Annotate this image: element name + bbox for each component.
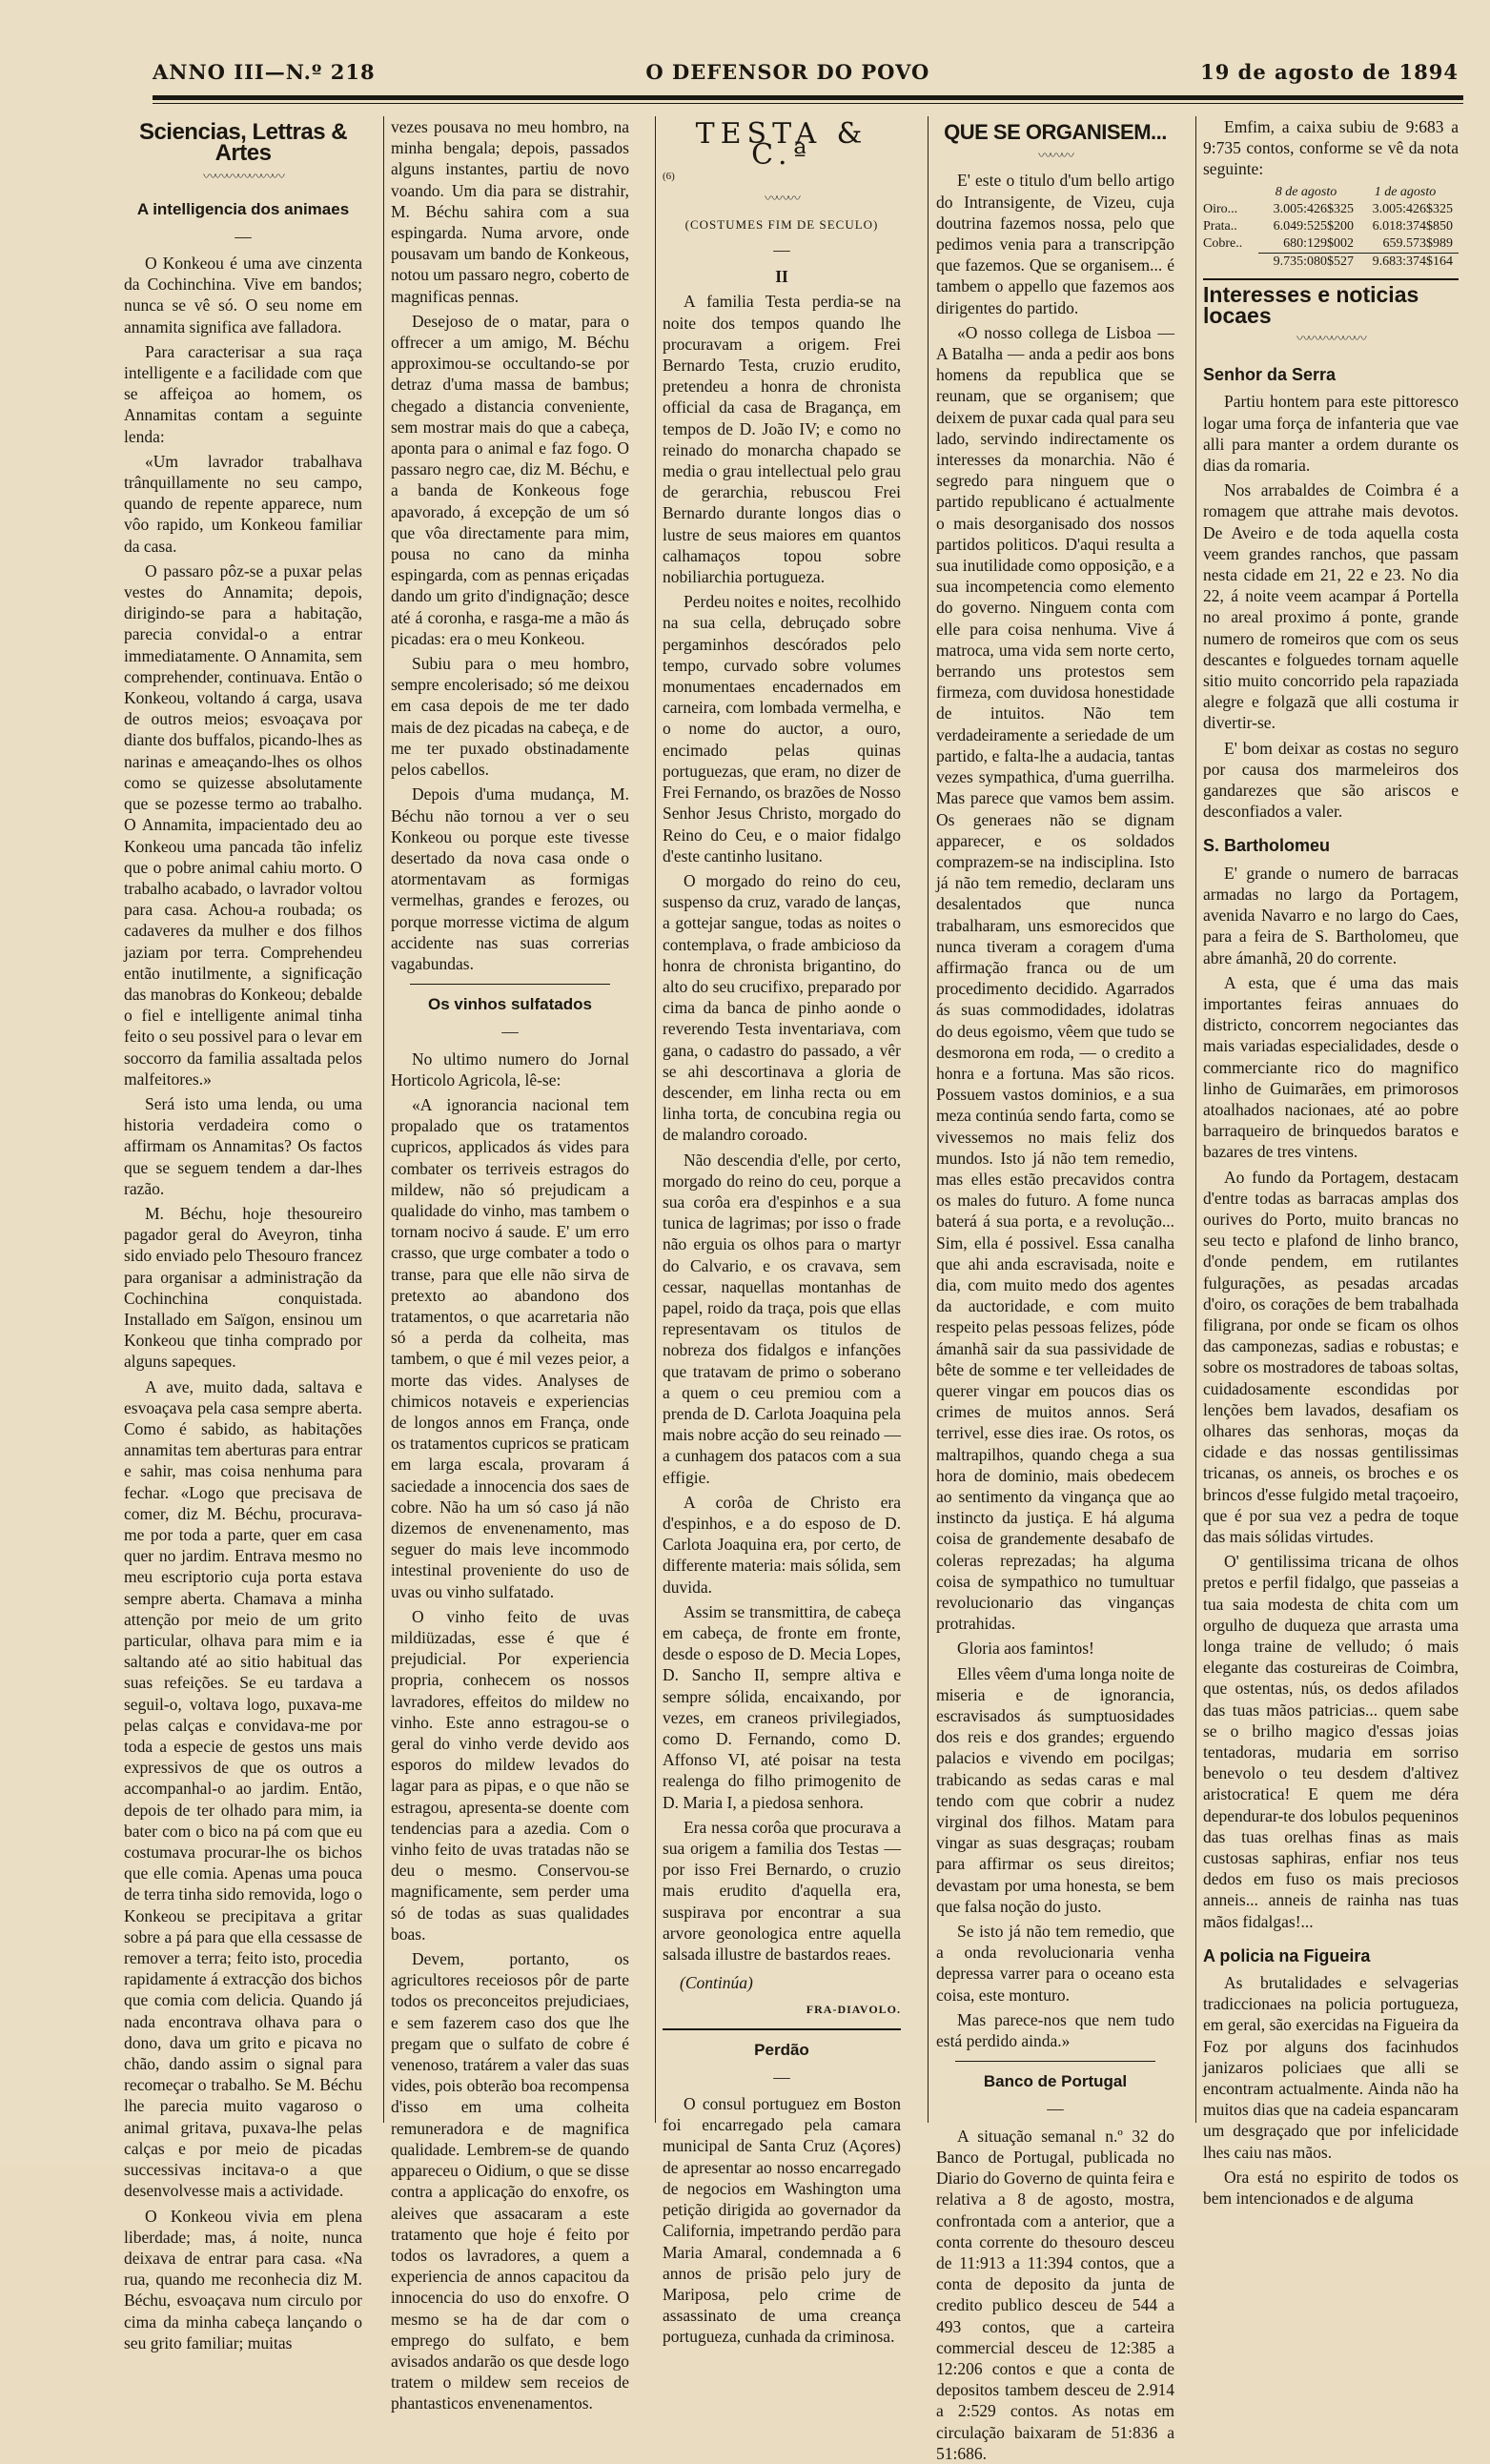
bank-balance-table	[1203, 184, 1459, 271]
paragraph: O morgado do reino do ceu, suspenso da cruz, varado de lanças, a gottejar sangue, todas as noites o contemplava, o frade ambicioso da honra de chronista brigantino, do alto do seu crucifixo, preparado por cima da banca de pinho aonde o reverendo Testa inventariava, com gana, o cadastro do passado, a vêr se ahi descortinava a gloria de descender, em linha recta ou em linha torta, de concubina regia ou de malandro coroado.	[663, 870, 901, 1145]
total-value: 9.735:080$527	[1273, 254, 1354, 269]
row-label: Cobre..	[1203, 235, 1243, 251]
row-label: Prata..	[1203, 218, 1237, 234]
header-rule	[153, 95, 1463, 100]
section-title: Sciencias, Lettras & Artes	[138, 119, 348, 167]
column-5	[1203, 116, 1459, 2209]
table-row	[1203, 235, 1459, 253]
article-title: A intelligencia dos animaes	[136, 199, 350, 218]
article-title: S. Bartholomeu	[1203, 836, 1331, 856]
cell-value: 6.018:374$850	[1372, 218, 1453, 234]
article-title: Banco de Portugal	[983, 2072, 1128, 2091]
paragraph: E' bom deixar as costas no seguro por causa dos marmeleiros dos gandarezes que são ariscos e desconfiados a valer.	[1203, 738, 1459, 822]
chapter-number: II	[775, 267, 788, 287]
paragraph: O' gentilissima tricana de olhos pretos e perfil fidalgo, que passeias a tua saia modesta de chita com um orgulho de duqueza que arrasta uma longa traine de velludo; ó mais elegante das costureiras de Coimbra, que ostentas, nús, os dedos afilados das tuas mãos patricias... quem sabe se o brilho magico d'essas joias tentadoras, mudaria em sorriso benevolo o teu desdem d'altivez aristocratica! E quem me déra dependurar-te dos lobulos pequeninos das tuas orelhas finas as mais custosas saphiras, enfiar nos teus dedos em fuso os mais preciosos anneis... anneis de rainha nas tuas mãos fidalgas!...	[1203, 1552, 1459, 1931]
cell-value: 3.005:426$325	[1273, 201, 1354, 216]
paragraph: Era nessa corôa que procurava a sua origem a familia dos Testas — por isso Frei Bernardo, o cruzio mais erudito d'aquella era, suspirava por encontrar a sua arvore geonologica entre aquella salsada illustre de bastardos reaes.	[663, 1817, 901, 1965]
paragraph: Perdeu noites e noites, recolhido na sua cella, debruçado sobre pergaminhos descórados pelo tempo, curvado sobre volumes monumentaes encadernados em carneira, com lombada vermelha, e o nome do auctor, a ouro, encimado pelas quinas portuguezas, que eram, no dizer de Frei Fernando, os brazões de Nosso Senhor Jesus Christo, morgado do Reino do Ceu, e o maior fidalgo d'este cantinho lusitano.	[663, 592, 901, 865]
cell-value: 3.005:426$325	[1372, 201, 1453, 216]
column-divider	[928, 116, 929, 2123]
paragraph: Será isto uma lenda, ou uma historia verdadeira como o affirmam os Annamitas? Os factos que se seguem tendem a dar-lhes razão.	[124, 1093, 362, 1198]
cell-value: 659.573$989	[1382, 235, 1453, 251]
row-label: Oiro...	[1203, 201, 1238, 216]
column-2	[391, 116, 629, 2413]
cell-value: 6.049:525$200	[1273, 218, 1354, 234]
paragraph: Elles vêem d'uma longa noite de miseria e de ignorancia, escravisados ás sumptuosidades dos reis e dos grandes; erguendo palacios e vivendo em pocilgas; trabicando as sedas caras e mal tendo com que cobrir a nudez virginal dos filhos. Matam para vingar as suas desgraças; roubam para affirmar os seus direitos; devastam por uma honesta, se bem que falsa noção do justo.	[936, 1663, 1174, 1916]
newspaper-title: O DEFENSOR DO POVO	[645, 59, 930, 84]
issue-number: ANNO III—N.º 218	[153, 59, 376, 84]
article-title: QUE SE ORGANISEM...	[944, 120, 1167, 144]
issue-date: 19 de agosto de 1894	[1200, 59, 1459, 84]
column-4	[936, 116, 1174, 2463]
paragraph: O Konkeou vivia em plena liberdade; mas, á noite, nunca deixava de entrar para casa. «Na rua, quando me reconhecia diz M. Béchu, esvoaçava num circulo por cima da minha cabeça lançando o seu grito familiar; muitas	[124, 2206, 362, 2352]
paragraph: O vinho feito de uvas mildiüzadas, esse é que é prejudicial. Por experiencia propria, conhecem os nossos lavradores, effeitos do mildew no vinho. Este anno estragou-se o geral do vinho verde devido aos esporos do mildew levados do lagar para as pipas, e o que não se estragou, apresenta-se doente com tendencias para a azedia. Com o vinho feito de uvas tratadas não se deu o mesmo. Conservou-se magnificamente, sem perder uma só de todas as suas qualidades boas.	[391, 1606, 629, 1944]
paragraph: A situação semanal n.º 32 do Banco de Portugal, publicada no Diario do Governo de quinta feira e relativa a 8 de agosto, mostra, confrontada com a anterior, que a conta corrente do thesouro desceu de 11:913 a 11:394 contos, que a conta de deposito da junta de credito publico desceu de 544 a 493 contos, que a carteira commercial desceu de 12:385 a 12:206 contos e que a conta de depositos tambem desceu de 2.914 a 2:529 contos. As notas em circulação baixaram de 51:836 a 51:686.	[936, 2126, 1174, 2463]
paragraph: Ao fundo da Portagem, destacam d'entre todas as barracas amplas dos ourives do Porto, muito brancas no seu tecto e plafond de linho branco, d'onde pendem, em rutilantes fulgurações, as pesadas arcadas d'oiro, os corações de bem trabalhada filigrana, por onde se ficam os olhos das camponezas, sadias e robustas; e sobre os mostradores de taboas soltas, cuidadosamente escondidas por lenções bem lavados, desafiam os olhares das senhoras, moças da cidade e das nossas gentilissimas tricanas, os anneis, os broches e os brincos d'esse fulgido metal traçoeiro, que é por sua vez a pedra de toque das mais sólidas virtudes.	[1203, 1167, 1459, 1546]
article-separator	[663, 2028, 901, 2030]
article-title: A policia na Figueira	[1203, 1945, 1371, 1965]
short-rule: —	[1047, 2099, 1064, 2119]
paragraph: Emfim, a caixa subiu de 9:683 a 9:735 contos, conforme se vê da nota seguinte:	[1203, 117, 1459, 179]
paragraph: Não descendia d'elle, por certo, morgado do reino do ceu, porque a sua corôa era d'espinhos e a sua tunica de lagrimas; por isso o frade não erguia os olhos para o martyr do Calvario, e os cravava, sem cessar, naquellas montanhas de papel, roido da traça, pois que ellas representavam os titulos de nobreza dos fidalgos e infanções que tratavam de primo o soberano a quem o ceu premiou com a prenda de D. Carlota Joaquina pela mais nobre acção do seu reinado — a cunhagem dos patacos com a sua effigie.	[663, 1150, 901, 1487]
paragraph: Partiu hontem para este pittoresco logar uma força de infanteria que vae alli para manter a ordem durante os dias da romaria.	[1203, 392, 1459, 476]
table-row	[1203, 201, 1459, 218]
short-rule: —	[773, 2067, 790, 2087]
article-title: Senhor da Serra	[1203, 365, 1337, 385]
serial-subtitle: (COSTUMES FIM DE SECULO)	[684, 216, 879, 232]
paragraph: Para caracterisar a sua raça intelligente e a facilidade com que se affeiçoa ao homem, os Annamitas contam a seguinte lenda:	[124, 341, 362, 446]
column-divider	[1195, 116, 1196, 2123]
article-title: Os vinhos sulfatados	[428, 995, 592, 1014]
short-rule: —	[235, 226, 252, 246]
article-separator	[955, 2061, 1155, 2062]
paragraph: As brutalidades e selvagerias tradiccionaes na policia portugueza, em geral, são exercidas na Figueira da Foz por alguns dos facinhudos janizaros policiaes que alli se encontram actualmente. Ainda não ha muitos dias que na cadeia espancaram um desgraçado que por infelicidade lhes caiu nas mãos.	[1203, 1973, 1459, 2162]
column-divider	[655, 116, 656, 2123]
column-3	[663, 116, 901, 2347]
header-rule-thin	[153, 103, 1463, 104]
paragraph: «O nosso collega de Lisboa — A Batalha — anda a pedir aos bons homens da republica que se reunam, que se organisem; que deixem de puxar cada qual para seu lado, servindo indirectamente os interesses da monarchia. Não é segredo para ninguem que o partido republicano é actualmente o mais desorganisado dos nossos partidos politicos. D'aqui resulta a sua inutilidade como opposição, e a sua incompetencia como elemento do governo. Ninguem conta com elle para coisa nenhuma. Vive á matroca, uma vida sem norte certo, berrando uns protestos sem firmeza, com duvidosa honestidade de intuitos. Não tem verdadeiramente a seriedade de um partido, e falta-lhe a audacia, tantas vezes sympathica, d'uma guerrilha. Mas parece que vamos bem assim. Os generaes não se dignam apparecer, e os soldados comprazem-se na indisciplina. Isto já não tem remedio, declaram uns desalentados que nunca trabalharam, uns esmorecidos que nunca tiveram a coragem d'uma affirmação franca ou de um procedimento decidido. Agarrados ás suas commodidades, idolatras do deus egoismo, vêem que tudo se desmorona em roda, — o credito a honra e a fortuna. Mas são ricos. Possuem vastos dominios, e a sua meza continúa sendo farta, como se vivessemos no mais feliz dos mundos. Isto já não tem remedio, mas elles estão precavidos contra os males do futuro. A fome nunca baterá á sua porta, e a revolução... Sim, ella é possivel. Essa canalha que ahi anda escravisada, noite e dia, com muito medo dos agentes da auctoridade, e com muito respeito pelas pessoas felizes, póde ámanhã sair da sua passividade de bête de somme e ter velleidades de querer vingar em poucos dias os crimes de muitos annos. Será terrivel, esse dies irae. Os rotos, os maltrapilhos, quando chega a sua hora de dominio, mais obedecem ao sentimento da vingança que ao instincto da justiça. E há alguma coisa de grandemente desabafo de coleras reprezadas; ha alguma coisa de sympathico no tumultuar revolucionario das vinganças protrahidas.	[936, 322, 1174, 1634]
cell-value: 680:129$002	[1283, 235, 1354, 251]
paragraph: «A ignorancia nacional tem propalado que os tratamentos cupricos, applicados ás vides para combater os terriveis estragos do mildew, não só prejudicam a qualidade do vinho, mas tambem o tornam nocivo á saude. E' um erro crasso, que urge combater a todo o transe, para que elle não sirva de pretexto ao abandono dos tratamentos, o que acarretaria não só a perda da colheita, mas tambem, o que é mil vezes peior, a morte das vides. Analyses de chimicos notaveis e experiencias de longos annos em França, onde os tratamentos cupricos se praticam em larga escala, provaram á saciedade a innocencia dos saes de cobre. Não ha um só caso já não dizemos de envenenamento, mas seguer do mais leve incommodo intestinal proveniente do uso de uvas ou vinho sulfatado.	[391, 1094, 629, 1601]
masthead	[153, 52, 1459, 91]
paragraph: Gloria aos famintos!	[957, 1639, 1094, 1659]
paragraph: O Konkeou é uma ave cinzenta da Cochinchina. Vive em bandos; nunca se vê só. O seu nome em annamita significa ave falladora.	[124, 254, 362, 336]
paragraph: A familia Testa perdia-se na noite dos tempos quando lhe procuravam a origem. Frei Bernardo Testa, cruzio erudito, pretendeu a honra de chronista official da casa de Bragança, em tempos de D. João IV; e como no reinado do monarcha chapado se media o grau intellectual pelo grau de gerarchia, rebuscou Frei Bernardo durante longos dias o lustre de seus maiores em quantos calhamaços topou sobre nobiliarchia portugueza.	[663, 292, 901, 587]
table-header: 8 de agosto	[1275, 184, 1337, 199]
column-1	[124, 116, 362, 2352]
serial-title: TESTA & C.ª	[695, 117, 868, 173]
article-separator	[410, 984, 610, 985]
paragraph: A corôa de Christo era d'espinhos, e a do esposo de D. Carlota Joaquina era, por certo, de differente materia: mais sólida, sem duvida.	[663, 1492, 901, 1597]
article-title: Perdão	[754, 2040, 809, 2059]
paragraph: A ave, muito dada, saltava e esvoaçava pela casa sempre aberta. Como é sabido, as habitações annamitas tem aberturas para entrar e sahir, mas coisa nenhuma para fechar. «Logo que precisava de comer, diz M. Béchu, procurava-me por toda a parte, quer em casa quer no jardim. Entrava mesmo no meu escriptorio cuja porta estava sempre aberta. Chamava a minha attenção por meio de um grito particular, olhava para mim e ia saltando até ao sitio habitual das suas refeições. Se eu tardava a seguil-o, voltava logo, puxava-me pelas calças e convidava-me por toda a especie de gestos uns mais expressivos de que os outros a accompanhal-o ao jardim. Então, depois de ter olhado para mim, ia bater com o bico na pá com que eu costumava procurar-lhe os bichos que elle comia. Apenas uma pouca de terra tinha sido removida, logo o Konkeou se precipitava a gritar sobre a pá para que ella cessasse de remover a terra; feito isto, procedia rapidamente á extracção dos bichos que comia com delicia. Quando já nada encontrava olhava para o dono, dava um grito e picava no chão, dando assim o signal para recomeçar o trabalho. Se M. Béchu lhe parecia muito vagaroso o animal gritava, puxava-lhe pelas calças e por meio de picadas successivas incitava-o a que desenvolvesse mais a actividade.	[124, 1376, 362, 2201]
paragraph: Mas parece-nos que nem tudo está perdido ainda.»	[936, 2009, 1174, 2051]
section-title: Interesses e noticias locaes	[1203, 281, 1419, 328]
paragraph: M. Béchu, hoje thesoureiro pagador geral do Aveyron, tinha sido enviado pelo Thesouro francez para organisar a administração da Cochinchina conquistada. Installado em Saïgon, ensinou um Konkeou que tinha comprado por alguns sapeques.	[124, 1203, 362, 1372]
paragraph: Ora está no espirito de todos os bem intencionados e de alguma	[1203, 2167, 1459, 2209]
paragraph: Desejoso de o matar, para o offrecer a um amigo, M. Béchu approximou-se occultando-se por detraz d'uma massa de bambus; chegado a distancia conveniente, sem mostrar mais do que a cabeça, aponta para o animal e faz fogo. O passaro negro cae, diz M. Béchu, e a banda de Konkeous foge apavorado, á excepção de um só que vôa directamente para mim, pousa no cano da minha espingarda, com as pennas eriçadas dando um grito d'indignação; desce até á coronha, e rasga-me a mão ás picadas: era o meu Konkeou.	[391, 311, 629, 648]
paragraph: vezes pousava no meu hombro, na minha bengala; depois, passados alguns instantes, partiu de novo voando. Um dia para se distrahir, M. Béchu sahira com a sua espingarda. Numa arvore, onde pousavam um bando de Konkeous, notou um passaro negro, coberto de magnificas pennas.	[391, 117, 629, 306]
paragraph: Nos arrabaldes de Coimbra é a romagem que attrahe mais devotos. De Aveiro e de toda aquella costa veem grandes ranchos, que passam nesta cidade em 21, 22 e 23. No dia 22, á noite veem acampar á Portella no areal proximo á ponte, grande numero de romeiros que com os seus descantes e folguedes tornam aquelle sitio muito concorrido pela rapaziada alegre e folgazã que alli costuma ir divertir-se.	[1203, 480, 1459, 733]
table-header: 1 de agosto	[1374, 184, 1437, 199]
paragraph: Assim se transmittira, de cabeça em cabeça, de fronte em fronte, desde o esposo de D. Mecia Lopes, D. Sancho II, sempre altiva e sempre sólida, encaixando, por vezes, em craneos privilegiados, como D. Fernando, como D. Affonso VI, até poisar na testa realenga do filho primogenito de D. Maria I, a piedosa senhora.	[663, 1601, 901, 1812]
author-signature: FRA-DIAVOLO.	[806, 2003, 901, 2017]
paragraph: «Um lavrador trabalhava trânquillamente no seu campo, quando de repente apparece, num vôo rapido, um Konkeou familiar da casa.	[124, 451, 362, 556]
ornament-divider: 〰〰〰	[765, 192, 799, 207]
article-separator	[1203, 278, 1459, 280]
paragraph: Subiu para o meu hombro, sempre encolerisado; só me deixou em casa depois de me ter dado mais de dez picadas na cabeça, e de me ter puxado obstinadamente pelos cabellos.	[391, 654, 629, 780]
ornament-divider: 〰〰〰	[1038, 150, 1072, 165]
short-rule: —	[773, 240, 790, 260]
column-divider	[383, 116, 384, 2123]
table-total-row	[1258, 253, 1459, 271]
serial-number: (6)	[663, 171, 675, 183]
paragraph: Depois d'uma mudança, M. Béchu não tornou a ver o seu Konkeou ou porque este tivesse desertado da nova casa onde o atormentavam as formigas vermelhas, grandes e ferozes, ou porque morresse victima de algum accidente nas suas correrias vagabundas.	[391, 784, 629, 973]
paragraph: E' grande o numero de barracas armadas no largo da Portagem, avenida Navarro e no largo do Caes, para a feira de S. Bartholomeu, que abre ámanhã, 20 do corrente.	[1203, 863, 1459, 967]
paragraph: E' este o titulo d'um bello artigo do Intransigente, de Vizeu, cuja doutrina fazemos nossa, pelo que pedimos venia para a transcripção que fazemos. Que se organisem... é tambem o appello que fazemos aos dirigentes do partido.	[936, 171, 1174, 317]
table-row	[1203, 218, 1459, 235]
paragraph: No ultimo numero do Jornal Horticolo Agricola, lê-se:	[391, 1049, 629, 1089]
paragraph: A esta, que é uma das mais importantes feiras annuaes do districto, concorrem negociantes das mais variadas especialidades, desde o commerciante rico do magnifico linho de Guimarães, em primorosos atoalhados nacionaes, até ao pobre barraqueiro de brinquedos baratos e bazares de tres vintens.	[1203, 972, 1459, 1162]
continued-note: (Continúa)	[680, 1973, 753, 1993]
total-value: 9.683:374$164	[1372, 254, 1453, 269]
short-rule: —	[501, 1022, 519, 1042]
ornament-divider: 〰〰〰〰〰〰〰	[203, 171, 283, 186]
ornament-divider: 〰〰〰〰〰〰	[1296, 333, 1365, 348]
paragraph: O consul portuguez em Boston foi encarregado pela camara municipal de Santa Cruz (Açores) de apresentar ao nosso encarregado de negocios em Washington uma petição dirigida ao governador da California, impetrando perdão para Maria Amaral, condemnada a 6 annos de prisão pelo jury de Mariposa, pelo crime de assassinato de uma creança portugueza, cunhada da criminosa.	[663, 2094, 901, 2347]
paragraph: Se isto já não tem remedio, que a onda revolucionaria venha depressa varrer para o oceano esta coisa, este monturo.	[936, 1922, 1174, 2005]
paragraph: Devem, portanto, os agricultores receiosos pôr de parte todos os preconceitos prejudiciaes, e sem fazerem caso dos que lhe pregam que o sulfato de cobre é venenoso, tratárem a valer das suas vides, pois obterão boa recompensa d'isso em uma colheita remuneradora e de magnifica qualidade. Lembrem-se de quando appareceu o Oidium, o que se disse contra a applicação do enxofre, os aleives que assacaram a este tratamento que hoje é feito por todos os lavradores, a quem a experiencia de annos capacitou da innocencia do uso do enxofre. O mesmo se ha de dar com o emprego do sulfato, e bem avisados andarão os que desde logo tratem o mildew sem receios de phantasticos envenenamentos.	[391, 1949, 629, 2413]
paragraph: O passaro pôz-se a puxar pelas vestes do Annamita; depois, dirigindo-se para a habitação, parecia convidal-o a entrar immediatamente. O Annamita, sem comprehender, continuava. Então o Konkeou, voltando á carga, usava de outros meios; esvoaçava por diante dos buffalos, picando-lhes as narinas e ameaçando-lhes os olhos como se quizesse absolutamente que se pozesse termo ao trabalho. O Annamita, impacientado deu ao Konkeou uma pancada tão infeliz que o pobre animal cahiu morto. O trabalho acabado, o lavrador voltou para casa. Achou-a roubada; os cadaveres da mulher e dos filhos jaziam por terra. Comprehendeu então inutilmente, a significação das manobras do Konkeou; debalde o fiel e intelligente animal tinha feito o seu possivel para o levar em soccorro da familia assaltada pelos malfeitores.»	[124, 560, 362, 1089]
